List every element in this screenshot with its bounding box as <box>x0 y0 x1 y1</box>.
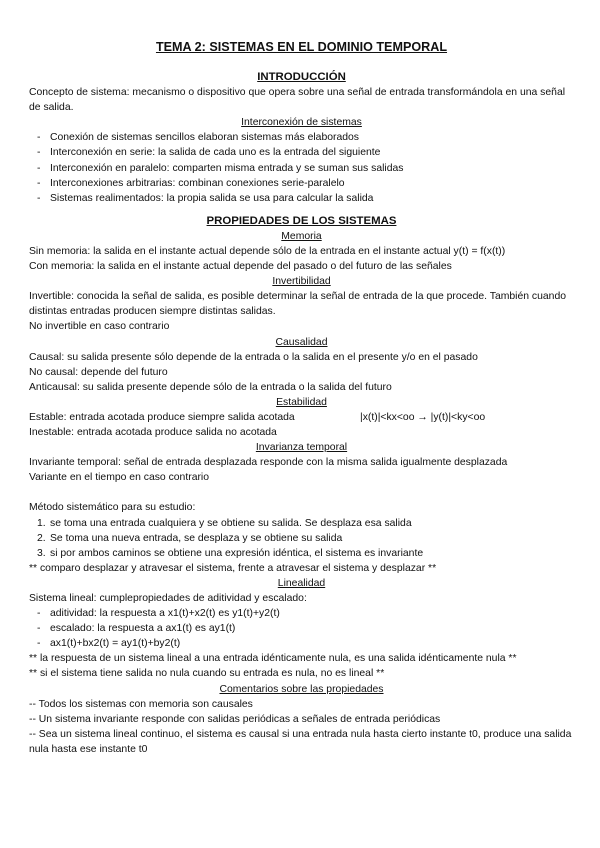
estabilidad-row <box>29 410 574 425</box>
estabilidad-heading: Estabilidad <box>276 396 327 408</box>
list-item: - aditividad: la respuesta a x1(t)+x2(t) es y1(t)+y2(t) <box>29 606 574 621</box>
properties-heading: PROPIEDADES DE LOS SISTEMAS <box>206 214 397 227</box>
list-item: - Conexión de sistemas sencillos elaboran sistemas más elaborados <box>29 130 574 145</box>
step-text: si por ambos caminos se obtiene una expresión idéntica, el sistema es invariante <box>50 547 424 559</box>
linealidad-intro: Sistema lineal: cumplepropiedades de aditividad y escalado: <box>29 593 307 604</box>
causalidad-line: No causal: depende del futuro <box>29 366 168 378</box>
memoria-line: Sin memoria: la salida en el instante actual depende sólo de la entrada en el instante actual y(t) = f(x(t)) <box>29 245 506 257</box>
invarianza-heading: Invarianza temporal <box>255 442 348 454</box>
comentario-line: -- Un sistema invariante responde con salidas periódicas a señales de entrada periódicas <box>29 713 441 725</box>
invertibilidad-line: No invertible en caso contrario <box>29 321 170 333</box>
comentario-line: -- Sea un sistema lineal continuo, el sistema es causal si una entrada nula hasta cierto instante t0, produce una salida nula hasta ese instante t0 <box>29 728 572 755</box>
estabilidad-line: Inestable: entrada acotada produce salida no acotada <box>29 427 277 439</box>
memoria-heading: Memoria <box>281 230 322 242</box>
comentarios-heading: Comentarios sobre las propiedades <box>219 683 384 695</box>
document-title: TEMA 2: SISTEMAS EN EL DOMINIO TEMPORAL <box>155 40 448 54</box>
list-item <box>29 531 574 546</box>
list-item: - Interconexión en paralelo: comparten misma entrada y se suman sus salidas <box>29 161 574 176</box>
step-text: Se toma una nueva entrada, se desplaza y se obtiene su salida <box>50 532 343 544</box>
stability-formula: |x(t)|<kx<oo → |y(t)|<ky<oo <box>360 411 486 423</box>
step-number: 2. <box>37 532 46 544</box>
method-intro: Método sistemático para su estudio: <box>29 502 196 514</box>
concept-text: Concepto de sistema: mecanismo o dispositivo que opera sobre una señal de entrada transformándola en una señal de salida. <box>29 87 566 114</box>
interconnection-list <box>29 130 574 205</box>
comentario-line: -- Todos los sistemas con memoria son causales <box>29 698 253 710</box>
invarianza-line: Variante en el tiempo en caso contrario <box>29 472 210 484</box>
step-text: se toma una entrada cualquiera y se obtiene su salida. Se desplaza esa salida <box>50 517 412 529</box>
method-steps <box>29 516 574 561</box>
list-item: - Interconexiones arbitrarias: combinan conexiones serie-paralelo <box>29 176 574 191</box>
list-item <box>29 546 574 561</box>
invertibilidad-heading: Invertibilidad <box>272 276 331 288</box>
step-number: 1. <box>37 517 46 529</box>
linealidad-heading: Linealidad <box>277 577 326 589</box>
memoria-line: Con memoria: la salida en el instante actual depende del pasado o del futuro de las señales <box>29 261 452 273</box>
invarianza-note: ** comparo desplazar y atravesar el sistema, frente a atravesar el sistema y desplazar ** <box>29 562 437 574</box>
step-number: 3. <box>37 547 46 559</box>
causalidad-heading: Causalidad <box>275 336 328 348</box>
list-item: - escalado: la respuesta a ax1(t) es ay1(t) <box>29 621 574 636</box>
linealidad-note: ** si el sistema tiene salida no nula cuando su entrada es nula, no es lineal ** <box>29 668 385 680</box>
intro-heading: INTRODUCCIÓN <box>257 71 346 84</box>
invertibilidad-line: Invertible: conocida la señal de salida, es posible determinar la señal de entrada de la que procede. También cuando distintas entradas producen siempre distintas salidas. <box>29 291 567 318</box>
estabilidad-line: Estable: entrada acotada produce siempre salida acotada <box>29 411 295 423</box>
interconnection-heading: Interconexión de sistemas <box>241 117 362 129</box>
linealidad-list <box>29 606 574 651</box>
list-item: - Interconexión en serie: la salida de cada uno es la entrada del siguiente <box>29 145 574 160</box>
list-item: - Sistemas realimentados: la propia salida se usa para calcular la salida <box>29 191 574 206</box>
invarianza-line: Invariante temporal: señal de entrada desplazada responde con la misma salida igualmente desplazada <box>29 457 508 469</box>
list-item <box>29 516 574 531</box>
causalidad-line: Anticausal: su salida presente depende sólo de la entrada o la salida del futuro <box>29 381 392 393</box>
list-item: - ax1(t)+bx2(t) = ay1(t)+by2(t) <box>29 636 574 651</box>
linealidad-note: ** la respuesta de un sistema lineal a una entrada idénticamente nula, es una salida idénticamente nula ** <box>29 653 517 665</box>
causalidad-line: Causal: su salida presente sólo depende de la entrada o la salida en el presente y/o en el pasado <box>29 351 478 363</box>
